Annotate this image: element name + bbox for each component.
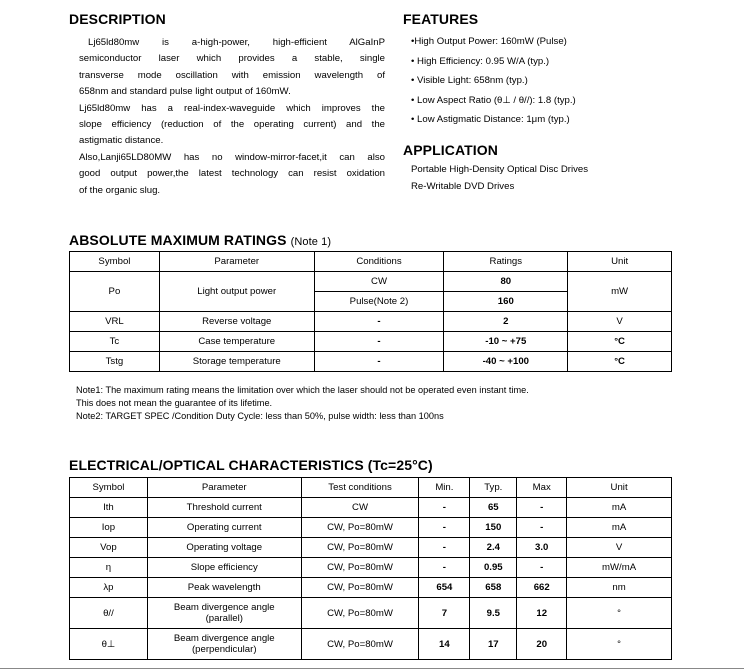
conditions-cell: CW [314, 272, 444, 292]
parameter-cell: Light output power [159, 272, 314, 312]
note-line: Note1: The maximum rating means the limitation over which the laser should not be operated even instant time. [76, 385, 529, 395]
description-line: 658nm and standard pulse light output of 160mW. [79, 86, 291, 98]
typ-cell: 0.95 [470, 558, 517, 578]
header-cell: Test conditions [301, 478, 419, 498]
unit-cell: °C [568, 352, 672, 372]
parameter-line: (perpendicular) [191, 644, 257, 655]
feature-item: • Low Aspect Ratio (θ⊥ / θ//): 1.8 (typ.) [411, 94, 576, 106]
application-item: Re-Writable DVD Drives [411, 181, 515, 192]
table-row [70, 558, 672, 578]
description-text [79, 35, 385, 199]
max-cell: - [517, 518, 567, 538]
table-row [70, 578, 672, 598]
abs-max-heading [69, 232, 331, 248]
parameter-cell: Slope efficiency [147, 558, 301, 578]
typ-cell: 2.4 [470, 538, 517, 558]
header-cell: Unit [568, 252, 672, 272]
table-row [70, 498, 672, 518]
feature-item: • Low Astigmatic Distance: 1μm (typ.) [411, 114, 570, 125]
typ-cell: 65 [470, 498, 517, 518]
description-line: Lj65ld80mw has a real-index-waveguide which improves the [79, 102, 385, 114]
conditions-cell: Pulse(Note 2) [314, 292, 444, 312]
min-cell: 7 [419, 598, 470, 629]
symbol-cell: Iop [70, 518, 148, 538]
unit-cell: V [568, 312, 672, 332]
unit-cell: nm [567, 578, 672, 598]
max-cell: 662 [517, 578, 567, 598]
parameter-line: Beam divergence angle [173, 602, 275, 613]
feature-item: •High Output Power: 160mW (Pulse) [411, 36, 567, 47]
conditions-cell: - [314, 352, 444, 372]
unit-cell: mW [568, 272, 672, 312]
min-cell: - [419, 558, 470, 578]
unit-cell: mA [567, 518, 672, 538]
min-cell: - [419, 518, 470, 538]
table-row [70, 538, 672, 558]
header-cell: Min. [419, 478, 470, 498]
rating-cell: -40 ~ +100 [444, 352, 568, 372]
unit-cell: ° [567, 629, 672, 660]
conditions-cell: CW, Po=80mW [301, 558, 419, 578]
note-line: Note2: TARGET SPEC /Condition Duty Cycle: less than 50%, pulse width: less than 100ns [76, 411, 444, 421]
note-line: This does not mean the guarantee of its lifetime. [76, 398, 273, 408]
parameter-cell: Case temperature [159, 332, 314, 352]
conditions-cell: CW, Po=80mW [301, 629, 419, 660]
parameter-cell: Reverse voltage [159, 312, 314, 332]
typ-cell: 9.5 [470, 598, 517, 629]
feature-item: • Visible Light: 658nm (typ.) [411, 75, 528, 86]
header-cell: Symbol [70, 478, 148, 498]
min-cell: - [419, 498, 470, 518]
unit-cell: ° [567, 598, 672, 629]
page-bottom-divider [0, 668, 744, 669]
typ-cell: 17 [470, 629, 517, 660]
conditions-cell: CW [301, 498, 419, 518]
header-cell: Ratings [444, 252, 568, 272]
table-row [70, 332, 672, 352]
conditions-cell: CW, Po=80mW [301, 578, 419, 598]
parameter-cell [147, 629, 301, 660]
table-row [70, 598, 672, 629]
description-line: good output power,the latest technology can resist oxidation [79, 168, 385, 180]
description-line: of the organic slug. [79, 184, 161, 196]
unit-cell: mA [567, 498, 672, 518]
header-cell: Unit [567, 478, 672, 498]
description-line: Lj65ld80mw is a-high-power, high-efficient AlGaInP [88, 37, 385, 48]
min-cell: 654 [419, 578, 470, 598]
abs-max-notes [76, 384, 529, 423]
parameter-cell [147, 598, 301, 629]
max-cell: - [517, 498, 567, 518]
parameter-cell: Storage temperature [159, 352, 314, 372]
symbol-cell: Ith [70, 498, 148, 518]
application-item: Portable High-Density Optical Disc Drives [411, 164, 589, 175]
min-cell: - [419, 538, 470, 558]
description-line: transverse mode oscillation with emission wavelength of [79, 69, 385, 81]
max-cell: 12 [517, 598, 567, 629]
electrical-table [69, 477, 672, 660]
typ-cell: 658 [470, 578, 517, 598]
table-header-row [70, 252, 672, 272]
unit-cell: °C [568, 332, 672, 352]
application-heading: APPLICATION [403, 142, 498, 158]
header-cell: Symbol [70, 252, 160, 272]
description-line: astigmatic distance. [79, 135, 164, 147]
description-line: slope efficiency (reduction of the operating current) and the [79, 119, 385, 131]
table-row [70, 352, 672, 372]
symbol-cell: λp [70, 578, 148, 598]
header-cell: Typ. [470, 478, 517, 498]
electrical-heading: ELECTRICAL/OPTICAL CHARACTERISTICS (Tc=25°C) [69, 457, 433, 473]
max-cell: 20 [517, 629, 567, 660]
symbol-cell: Tc [70, 332, 160, 352]
header-cell: Parameter [147, 478, 301, 498]
header-cell: Parameter [159, 252, 314, 272]
features-heading: FEATURES [403, 11, 479, 27]
table-row [70, 272, 672, 292]
parameter-cell: Operating voltage [147, 538, 301, 558]
description-heading: DESCRIPTION [69, 11, 166, 27]
parameter-cell: Operating current [147, 518, 301, 538]
symbol-cell: Tstg [70, 352, 160, 372]
rating-cell: -10 ~ +75 [444, 332, 568, 352]
description-line: semiconductor laser which provides a stable, single [79, 53, 385, 65]
min-cell: 14 [419, 629, 470, 660]
symbol-cell: Vop [70, 538, 148, 558]
conditions-cell: - [314, 312, 444, 332]
max-cell: - [517, 558, 567, 578]
description-line: Also,Lanji65LD80MW has no window-mirror-facet,it can also [79, 151, 385, 163]
parameter-cell: Threshold current [147, 498, 301, 518]
application-list [411, 161, 588, 195]
table-header-row [70, 478, 672, 498]
parameter-line: (parallel) [205, 613, 243, 624]
conditions-cell: CW, Po=80mW [301, 518, 419, 538]
rating-cell: 2 [444, 312, 568, 332]
abs-max-note-ref: (Note 1) [290, 236, 332, 248]
header-cell: Max [517, 478, 567, 498]
abs-max-title: ABSOLUTE MAXIMUM RATINGS [69, 232, 287, 248]
rating-cell: 160 [444, 292, 568, 312]
conditions-cell: - [314, 332, 444, 352]
parameter-line: Beam divergence angle [173, 633, 275, 644]
symbol-cell: θ⊥ [70, 629, 148, 660]
symbol-cell: Po [70, 272, 160, 312]
table-row [70, 312, 672, 332]
feature-item: • High Efficiency: 0.95 W/A (typ.) [411, 55, 550, 67]
symbol-cell: θ// [70, 598, 148, 629]
parameter-cell: Peak wavelength [147, 578, 301, 598]
symbol-cell: η [70, 558, 148, 578]
table-row [70, 629, 672, 660]
rating-cell: 80 [444, 272, 568, 292]
unit-cell: mW/mA [567, 558, 672, 578]
features-list [411, 32, 576, 130]
conditions-cell: CW, Po=80mW [301, 598, 419, 629]
symbol-cell: VRL [70, 312, 160, 332]
header-cell: Conditions [314, 252, 444, 272]
max-cell: 3.0 [517, 538, 567, 558]
conditions-cell: CW, Po=80mW [301, 538, 419, 558]
typ-cell: 150 [470, 518, 517, 538]
unit-cell: V [567, 538, 672, 558]
abs-max-table [69, 251, 672, 372]
table-row [70, 518, 672, 538]
